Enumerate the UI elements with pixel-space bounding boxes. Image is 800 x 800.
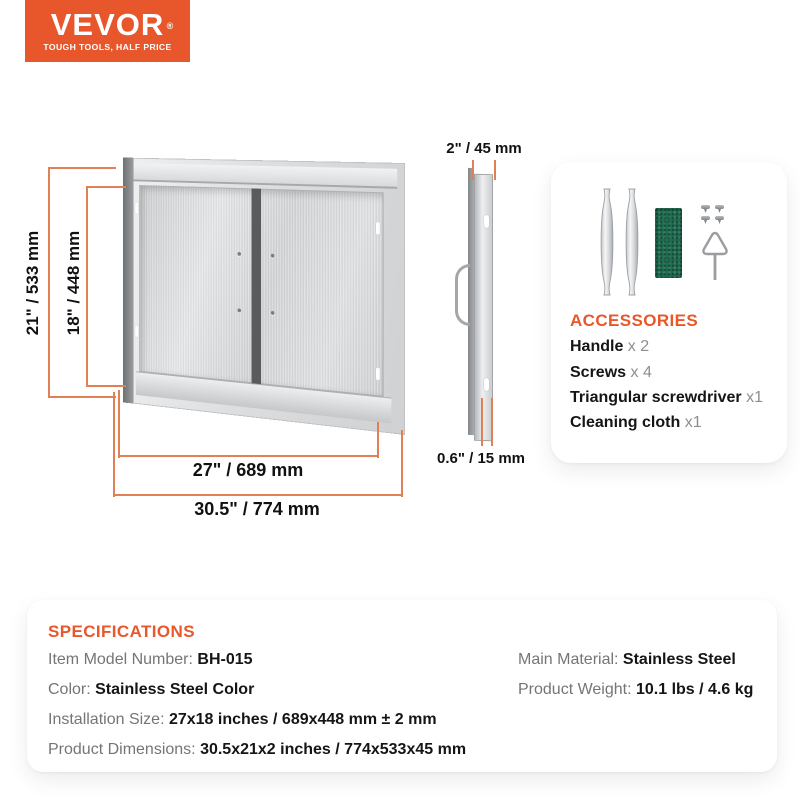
dim-tick xyxy=(48,167,116,169)
spec-value: Stainless Steel xyxy=(622,651,736,668)
accessory-name: Triangular screwdriver xyxy=(570,389,742,406)
logo-tagline: TOUGH TOOLS, HALF PRICE xyxy=(43,42,172,52)
dim-ext-line xyxy=(401,430,403,497)
dim-label-outer-height: 21" / 533 mm xyxy=(23,230,42,336)
door-panels xyxy=(139,185,383,397)
door-center-divider xyxy=(251,188,261,384)
spec-label: Color: xyxy=(48,681,96,698)
dim-label-inner-height: 18" / 448 mm xyxy=(64,230,83,336)
specifications-title: SPECIFICATIONS xyxy=(48,622,195,641)
dim-tick xyxy=(48,396,116,398)
dim-line-inner-width xyxy=(118,455,377,457)
hinge-pin-slot xyxy=(376,367,380,380)
dim-tick xyxy=(86,385,126,387)
spec-row-installation-size xyxy=(48,711,437,729)
side-mount-slot xyxy=(484,378,489,391)
handle-icon xyxy=(622,187,641,297)
handle-icon xyxy=(597,187,616,297)
spec-label: Item Model Number: xyxy=(48,651,198,668)
side-handle-arc xyxy=(455,264,470,326)
dim-tick xyxy=(86,186,126,188)
spec-label: Product Weight: xyxy=(518,681,636,698)
accessory-name: Cleaning cloth xyxy=(570,414,681,431)
spec-value: Stainless Steel Color xyxy=(95,681,255,698)
dim-label-outer-width: 30.5" / 774 mm xyxy=(194,499,320,519)
dim-ext-line xyxy=(377,422,379,458)
dim-label-inner-width: 27" / 689 mm xyxy=(192,460,304,480)
panel-screw xyxy=(237,252,240,256)
accessory-item xyxy=(570,414,702,432)
spec-label: Product Dimensions: xyxy=(48,741,201,758)
spec-value: 30.5x21x2 inches / 774x533x45 mm xyxy=(200,741,467,758)
hinge-pin-slot xyxy=(135,202,138,214)
spec-label: Main Material: xyxy=(518,651,623,668)
accessory-item xyxy=(570,338,649,356)
side-mount-slot xyxy=(484,215,489,228)
accessory-qty: x1 xyxy=(746,389,763,406)
dim-tick xyxy=(481,398,483,446)
accessory-qty: x 2 xyxy=(627,338,650,355)
spec-value: 27x18 inches / 689x448 mm ± 2 mm xyxy=(168,711,437,728)
accessory-item xyxy=(570,389,763,407)
accessory-item xyxy=(570,364,652,382)
cleaning-cloth-icon xyxy=(655,208,682,278)
door-front-view xyxy=(123,158,405,435)
accessories-title: ACCESSORIES xyxy=(570,311,699,330)
triangular-screwdriver-icon xyxy=(699,229,731,283)
spec-value: 10.1 lbs / 4.6 kg xyxy=(635,681,754,698)
screw-icon xyxy=(701,216,710,225)
screw-icon xyxy=(715,216,724,225)
panel-screw xyxy=(237,308,240,312)
dim-label-side-thickness: 0.6" / 15 mm xyxy=(437,450,525,467)
spec-row-weight xyxy=(518,681,753,699)
door-left-frame-edge xyxy=(123,158,133,404)
dim-tick xyxy=(494,160,496,180)
accessory-qty: x1 xyxy=(684,414,702,431)
dim-ext-line xyxy=(113,392,115,497)
accessory-name: Handle xyxy=(570,338,624,355)
panel-screw xyxy=(271,311,275,315)
spec-row-color xyxy=(48,681,254,699)
accessory-name: Screws xyxy=(570,364,627,381)
dim-label-side-depth: 2" / 45 mm xyxy=(446,140,522,157)
screw-icon xyxy=(701,205,710,214)
screw-icon xyxy=(715,205,724,214)
hinge-pin-slot xyxy=(376,222,380,235)
accessory-qty: x 4 xyxy=(630,364,652,381)
dim-ext-line xyxy=(118,390,120,458)
spec-row-product-dimensions xyxy=(48,741,466,759)
spec-value: BH-015 xyxy=(197,651,253,668)
panel-screw xyxy=(271,254,275,258)
spec-row-material xyxy=(518,651,736,669)
registered-mark: ® xyxy=(166,21,175,31)
vevor-logo xyxy=(25,0,190,62)
spec-label: Installation Size: xyxy=(48,711,169,728)
dim-tick xyxy=(472,160,474,180)
dim-line-inner-height xyxy=(86,187,88,386)
dim-line-outer-width xyxy=(113,494,401,496)
dim-tick xyxy=(491,398,493,446)
spec-row-model xyxy=(48,651,253,669)
hinge-pin-slot xyxy=(135,325,138,337)
logo-wordmark: VEVOR ® xyxy=(50,7,175,42)
dim-line-outer-height xyxy=(48,168,50,398)
